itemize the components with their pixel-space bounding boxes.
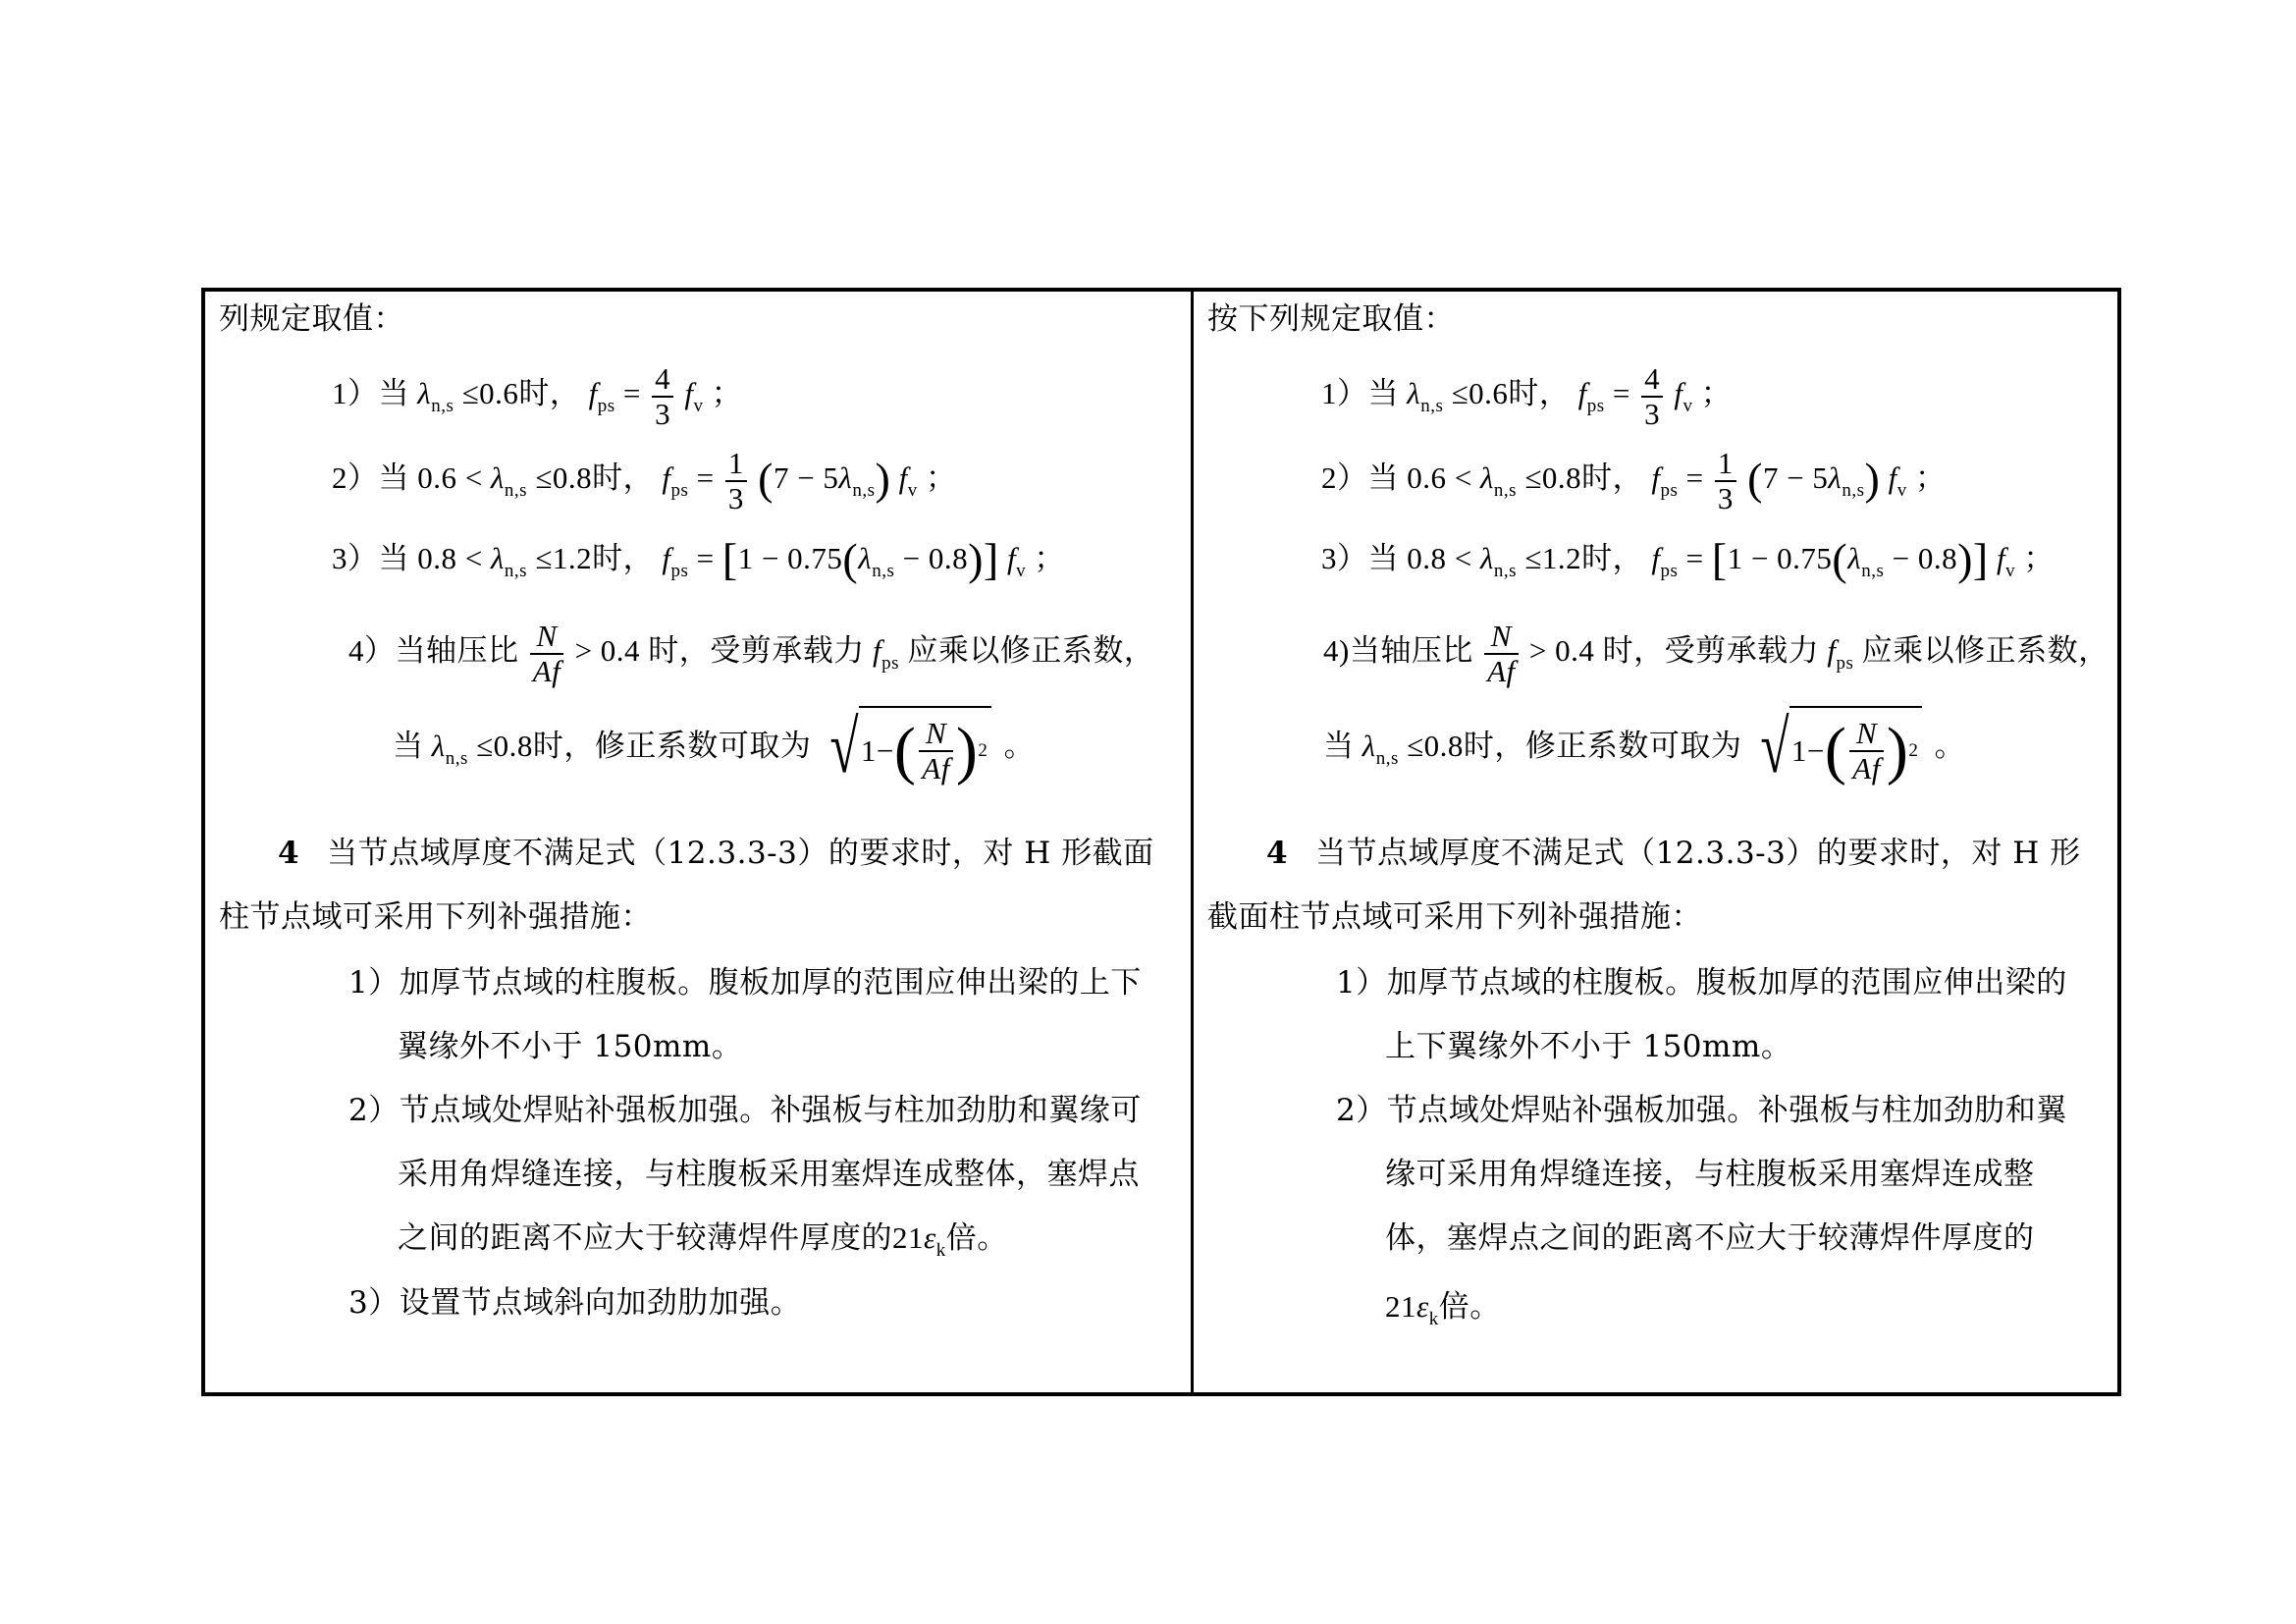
expression: 1− [860, 732, 894, 768]
condition-4-continued [393, 705, 1035, 800]
lambda-subscript: n,s [504, 480, 528, 502]
item-4-line-2: 截面柱节点域可采用下列补强措施： [1207, 899, 1702, 935]
fps-subscript: ps [881, 653, 900, 675]
fraction [725, 447, 747, 515]
equals-sign: = [696, 460, 715, 496]
condition-2 [332, 447, 956, 515]
right-paren: ) [1957, 534, 1973, 584]
condition-text: > 0.4 时，受剪承载力 [574, 633, 865, 669]
measure-2-line-3 [398, 1218, 1008, 1271]
fv-subscript: v [1896, 480, 1907, 502]
equals-sign: = [696, 541, 715, 575]
expression-tail: − 0.8 [902, 541, 969, 575]
f-symbol: f [1827, 633, 1837, 669]
measure-2-line-1: 2）节点域处焊贴补强板加强。补强板与柱加劲肋和翼缘可 [348, 1093, 1142, 1128]
right-paren: ) [1864, 454, 1881, 505]
exponent: 2 [1908, 739, 1919, 761]
lambda-symbol: λ [1407, 376, 1421, 411]
condition-4-continued [1323, 705, 1965, 800]
right-column [1191, 288, 2172, 1396]
left-paren: ( [1747, 454, 1763, 505]
right-paren: ) [955, 714, 979, 786]
coefficient: 21 [892, 1220, 924, 1255]
condition-3 [1321, 534, 2055, 591]
fps-subscript: ps [1586, 396, 1605, 417]
fraction-numerator: 1 [725, 447, 747, 482]
coefficient: 21 [1385, 1289, 1416, 1324]
fraction-denominator: Af [1487, 654, 1516, 688]
measure-2-line-1: 2）节点域处焊贴补强板加强。补强板与柱加劲肋和翼 [1336, 1093, 2067, 1128]
lambda-symbol: λ [490, 541, 505, 575]
measure-2-line-3: 体，塞焊点之间的距离不应大于较薄焊件厚度的 [1385, 1220, 2035, 1256]
item-number: 4 [278, 836, 300, 871]
equals-sign: = [1685, 541, 1704, 575]
left-bracket: [ [721, 534, 738, 584]
measure-1-line-2: 上下翼缘外不小于 150mm。 [1385, 1029, 1792, 1064]
condition-range: ≤1.2时， [535, 541, 655, 575]
condition-range: ≤0.8时， [535, 460, 655, 496]
f-symbol: f [662, 541, 671, 575]
condition-text: ≤0.8时，修正系数可取为 [476, 729, 812, 763]
epsilon-symbol: ε [1416, 1289, 1429, 1324]
lambda-subscript: n,s [445, 748, 468, 769]
fraction [1849, 717, 1884, 785]
condition-1 [332, 362, 742, 431]
measure-text: 倍。 [1438, 1289, 1501, 1324]
epsilon-symbol: ε [924, 1220, 936, 1255]
lambda-subscript: n,s [1493, 480, 1518, 502]
f-symbol: f [1888, 460, 1897, 496]
fv-subscript: v [907, 480, 918, 502]
f-symbol: f [873, 633, 882, 669]
right-paren: ) [1886, 714, 1909, 786]
condition-text: 应乘以修正系数， [907, 633, 1155, 669]
period: 。 [1003, 729, 1036, 763]
fraction-numerator: 4 [652, 362, 673, 398]
lambda-symbol: λ [490, 460, 505, 496]
f-symbol: f [1674, 376, 1683, 411]
right-bracket: ] [1972, 534, 1989, 584]
fv-subscript: v [1682, 396, 1693, 417]
measure-2-line-4 [1385, 1287, 1501, 1339]
expression: 7 − 5 [773, 460, 839, 496]
lambda-symbol: λ [417, 376, 432, 411]
right-paren: ) [968, 534, 984, 584]
semicolon: ； [925, 460, 957, 496]
measure-2-line-2: 采用角焊缝连接，与柱腹板采用塞焊连成整体，塞焊点 [398, 1157, 1140, 1192]
f-symbol: f [588, 376, 598, 411]
fv-subscript: v [693, 396, 704, 417]
lambda-subscript: n,s [1375, 748, 1399, 769]
condition-range: ≤0.6时， [461, 376, 581, 411]
left-paren: ( [893, 714, 917, 786]
condition-text: 应乘以修正系数， [1861, 633, 2109, 669]
lambda-subscript: n,s [872, 561, 895, 581]
fraction-denominator: Af [922, 750, 950, 785]
radicand [859, 706, 992, 792]
fraction-denominator: 3 [1717, 481, 1734, 515]
expression: 1− [1790, 732, 1825, 768]
condition-1 [1321, 362, 1732, 431]
lambda-subscript: n,s [1842, 480, 1865, 502]
lambda-subscript: n,s [431, 396, 454, 417]
lambda-subscript: n,s [504, 561, 528, 581]
lambda-subscript: n,s [1493, 561, 1518, 581]
condition-range: ≤0.6时， [1451, 376, 1571, 411]
correction-factor-root [1754, 706, 1923, 792]
fv-subscript: v [2005, 561, 2016, 581]
left-bracket: [ [1711, 534, 1728, 584]
f-symbol: f [662, 460, 671, 496]
condition-2 [1321, 447, 1946, 515]
fraction-denominator: 3 [727, 481, 744, 515]
axial-ratio-fraction [530, 620, 564, 688]
condition-lower-bound: 0.8 < [1407, 541, 1472, 575]
f-symbol: f [1651, 541, 1661, 575]
condition-label: 2）当 [332, 460, 409, 496]
left-column [201, 288, 1183, 1396]
f-symbol: f [684, 376, 694, 411]
equals-sign: = [1685, 460, 1704, 496]
right-paren: ) [875, 454, 891, 505]
condition-label: 4）当轴压比 [348, 633, 519, 669]
semicolon: ； [1914, 460, 1947, 496]
fps-subscript: ps [1660, 561, 1679, 581]
semicolon: ； [1700, 376, 1733, 411]
expression: 1 − 0.75 [1727, 541, 1833, 575]
fraction-numerator: N [1849, 717, 1884, 752]
fraction-numerator: 1 [1715, 447, 1736, 482]
measure-text: 之间的距离不应大于较薄焊件厚度的 [398, 1220, 892, 1255]
f-symbol: f [1996, 541, 2006, 575]
fraction-denominator: 3 [655, 397, 671, 431]
measure-2-line-2: 缘可采用角焊缝连接，与柱腹板采用塞焊连成整 [1385, 1157, 2035, 1192]
epsilon-subscript: k [1428, 1309, 1439, 1329]
fps-subscript: ps [1836, 653, 1854, 675]
f-symbol: f [1651, 460, 1661, 496]
expression: 1 − 0.75 [737, 541, 843, 575]
correction-factor-root [824, 706, 992, 792]
condition-label: 3）当 [332, 541, 409, 575]
f-symbol: f [1006, 541, 1017, 575]
condition-lower-bound: 0.6 < [417, 460, 483, 496]
measure-1-line-2: 翼缘外不小于 150mm。 [398, 1029, 743, 1064]
condition-text: 当 [393, 729, 424, 763]
radical-sign: √ [828, 705, 859, 788]
condition-range: ≤1.2时， [1524, 541, 1644, 575]
expression-tail: − 0.8 [1892, 541, 1958, 575]
fps-subscript: ps [1660, 480, 1679, 502]
measure-1-line-1: 1）加厚节点域的柱腹板。腹板加厚的范围应伸出梁的上下 [348, 965, 1142, 1001]
lambda-symbol: λ [1479, 541, 1494, 575]
radical-sign: √ [1759, 705, 1789, 788]
item-4-line-2: 柱节点域可采用下列补强措施： [219, 899, 652, 935]
semicolon: ； [711, 376, 743, 411]
equals-sign: = [622, 376, 641, 411]
measure-text: 倍。 [945, 1220, 1008, 1255]
fraction-numerator: 4 [1641, 362, 1663, 398]
item-4-line-1 [1266, 834, 2081, 873]
lambda-symbol: λ [1479, 460, 1494, 496]
lambda-subscript: n,s [1420, 396, 1444, 417]
lambda-symbol: λ [1847, 541, 1862, 575]
fraction-denominator: Af [1852, 750, 1881, 785]
radicand [1789, 706, 1923, 792]
lambda-subscript: n,s [852, 480, 876, 502]
right-bracket: ] [983, 534, 999, 584]
f-symbol: f [1577, 376, 1587, 411]
axial-ratio-fraction [1484, 620, 1519, 688]
fraction [652, 362, 673, 431]
condition-range: ≤0.8时， [1524, 460, 1644, 496]
measure-3: 3）设置节点域斜向加劲肋加强。 [348, 1285, 802, 1321]
exponent: 2 [978, 739, 988, 761]
condition-label: 1）当 [332, 376, 409, 411]
lambda-symbol: λ [1362, 729, 1376, 763]
equals-sign: = [1612, 376, 1630, 411]
condition-text: ≤0.8时，修正系数可取为 [1407, 729, 1742, 763]
intro-line: 按下列规定取值： [1207, 301, 1455, 337]
condition-label: 3）当 [1321, 541, 1399, 575]
condition-text: > 0.4 时，受剪承载力 [1528, 633, 1820, 669]
condition-4 [1323, 620, 2109, 688]
semicolon: ； [1034, 541, 1065, 575]
fraction [919, 717, 953, 785]
item-text: 当节点域厚度不满足式（12.3.3-3）的要求时，对 H 形 [1315, 836, 2081, 871]
fps-subscript: ps [670, 480, 689, 502]
lambda-symbol: λ [1828, 460, 1842, 496]
lambda-symbol: λ [431, 729, 446, 763]
lambda-symbol: λ [838, 460, 853, 496]
fraction-numerator: N [919, 717, 953, 752]
item-text: 当节点域厚度不满足式（12.3.3-3）的要求时，对 H 形截面 [327, 836, 1154, 871]
intro-line: 列规定取值： [219, 301, 404, 337]
semicolon: ； [2023, 541, 2055, 575]
period: 。 [1934, 729, 1966, 763]
left-paren: ( [1832, 534, 1848, 584]
fraction [1641, 362, 1663, 431]
measure-1-line-1: 1）加厚节点域的柱腹板。腹板加厚的范围应伸出梁的 [1336, 965, 2067, 1001]
f-symbol: f [898, 460, 908, 496]
lambda-subscript: n,s [1861, 561, 1885, 581]
item-number: 4 [1266, 836, 1289, 871]
condition-4 [348, 620, 1154, 688]
left-paren: ( [1824, 714, 1847, 786]
fps-subscript: ps [670, 561, 689, 581]
condition-text: 当 [1323, 729, 1355, 763]
fraction-numerator: N [530, 620, 564, 655]
condition-3 [332, 534, 1065, 591]
left-paren: ( [842, 534, 859, 584]
fv-subscript: v [1016, 561, 1027, 581]
item-4-line-1 [278, 834, 1154, 873]
epsilon-subscript: k [935, 1240, 946, 1261]
fraction-numerator: N [1484, 620, 1519, 655]
fraction-denominator: Af [532, 654, 561, 688]
fps-subscript: ps [597, 396, 615, 417]
condition-lower-bound: 0.6 < [1407, 460, 1472, 496]
left-paren: ( [758, 454, 774, 505]
condition-label: 2）当 [1321, 460, 1399, 496]
fraction-denominator: 3 [1644, 397, 1661, 431]
fraction [1715, 447, 1736, 515]
lambda-symbol: λ [858, 541, 873, 575]
expression: 7 − 5 [1762, 460, 1829, 496]
condition-lower-bound: 0.8 < [417, 541, 483, 575]
condition-label: 1）当 [1321, 376, 1399, 411]
condition-label: 4)当轴压比 [1323, 633, 1473, 669]
